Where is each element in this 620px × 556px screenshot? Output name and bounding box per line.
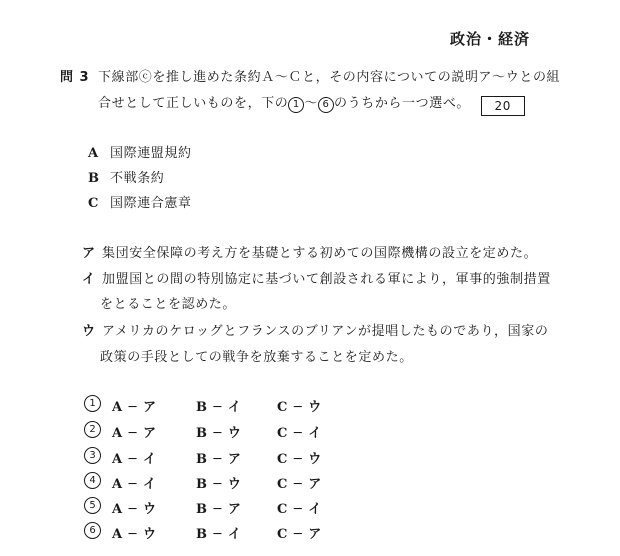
- choice-pair-c: C ─ ア: [277, 477, 323, 492]
- choice-pair-b: B ─ ウ: [196, 426, 242, 441]
- treaty-name: 不戦条約: [110, 171, 165, 186]
- choice-pair-a: A ─ ア: [112, 426, 157, 441]
- description-text-continued: 政策の手段としての戦争を放棄することを定めた。: [100, 350, 413, 365]
- question-text-line2-before: 合せとして正しいものを，下の: [98, 96, 289, 111]
- choice-circled-number: 2: [84, 421, 101, 438]
- treaty-letter: B: [88, 171, 100, 186]
- description-item: [82, 242, 537, 261]
- treaty-letter: C: [88, 196, 99, 211]
- question-text-line1: 下線部ⓒを推し進めた条約Ａ～Ｃと，その内容についての説明ア～ウとの組: [98, 70, 561, 85]
- treaty-item: [88, 167, 164, 186]
- choice-pair-c: C ─ イ: [277, 502, 323, 517]
- description-text: 集団安全保障の考え方を基礎とする初めての国際機構の設立を定めた。: [102, 246, 538, 261]
- choice-circled-number: 6: [84, 522, 101, 539]
- subject-header: 政治・経済: [449, 30, 530, 48]
- choice-pair-a: A ─ ウ: [112, 527, 157, 542]
- description-kana: ウ: [82, 324, 96, 339]
- choice-pair-a: A ─ イ: [112, 477, 157, 492]
- choice-pair-a: A ─ ウ: [112, 502, 157, 517]
- question-number: 問 3: [60, 70, 90, 85]
- choice-pair-a: A ─ イ: [112, 452, 157, 467]
- choice-pair-b: B ─ ア: [196, 452, 242, 467]
- choice-circled-number: 4: [84, 472, 101, 489]
- question-text-line2: [98, 92, 525, 116]
- description-item: [82, 320, 548, 339]
- choice-circled-number: 5: [84, 497, 101, 514]
- choice-pair-b: B ─ イ: [196, 527, 242, 542]
- choice-pair-c: C ─ イ: [277, 426, 323, 441]
- question-text-line2-after: のうちから一つ選べ。: [334, 96, 471, 111]
- treaty-name: 国際連盟規約: [110, 146, 192, 161]
- choice-pair-c: C ─ ア: [277, 527, 323, 542]
- answer-number-box: 20: [481, 96, 525, 116]
- treaty-item: [88, 192, 192, 211]
- description-text: アメリカのケロッグとフランスのブリアンが提唱したものであり，国家の: [102, 324, 549, 339]
- choice-pair-a: A ─ ア: [112, 400, 157, 415]
- choice-pair-b: B ─ イ: [196, 400, 242, 415]
- treaty-letter: A: [88, 146, 99, 161]
- description-text-continued: をとることを認めた。: [100, 297, 237, 312]
- choice-pair-b: B ─ ア: [196, 502, 242, 517]
- description-kana: ア: [82, 246, 96, 261]
- choice-pair-b: B ─ ウ: [196, 477, 242, 492]
- range-start-circled-number: 1: [288, 97, 304, 113]
- description-item: [82, 268, 551, 287]
- description-kana: イ: [82, 272, 96, 287]
- choice-circled-number: 3: [84, 447, 101, 464]
- choice-pair-c: C ─ ウ: [277, 452, 323, 467]
- choice-circled-number: 1: [84, 395, 101, 412]
- range-tilde: ～: [304, 96, 319, 111]
- treaty-item: [88, 142, 192, 161]
- description-text: 加盟国との間の特別協定に基づいて創設される軍により，軍事的強制措置: [102, 272, 551, 287]
- treaty-name: 国際連合憲章: [110, 196, 192, 211]
- range-end-circled-number: 6: [318, 97, 334, 113]
- choice-pair-c: C ─ ウ: [277, 400, 323, 415]
